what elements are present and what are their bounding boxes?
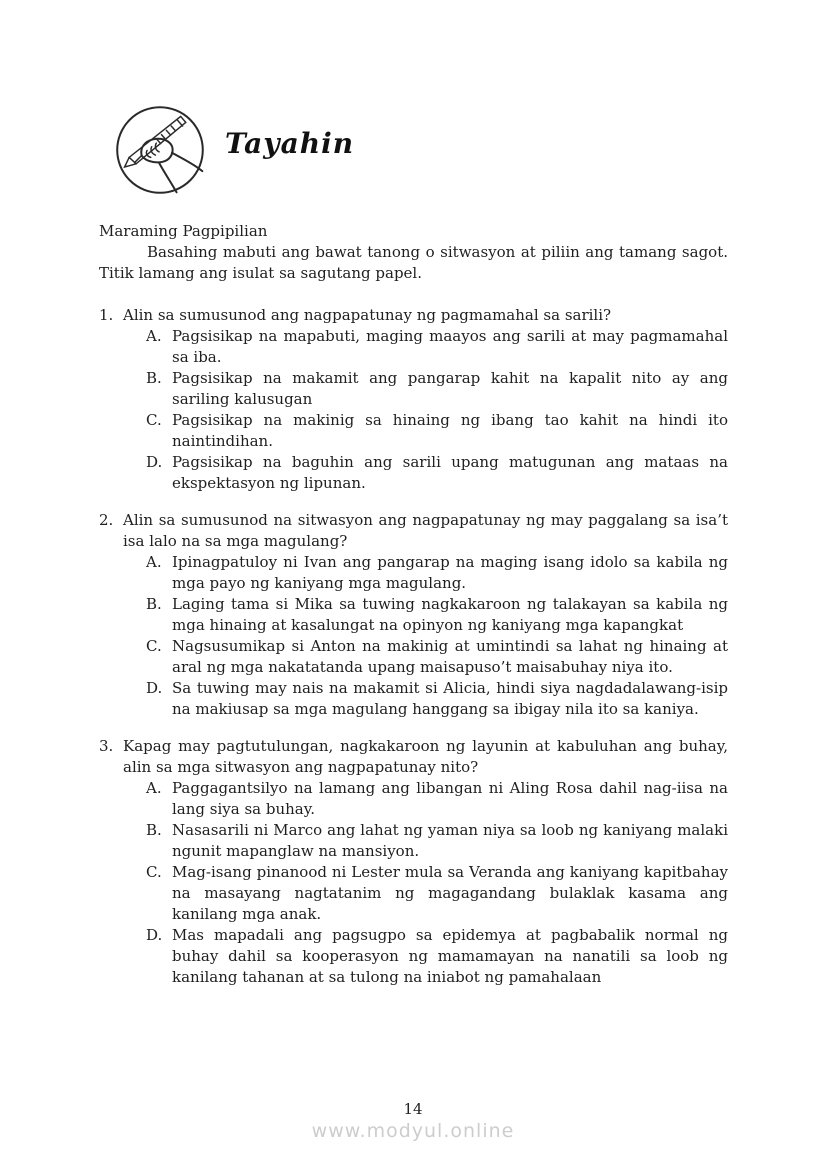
option-letter: A. — [146, 327, 162, 345]
option-letter: B. — [146, 369, 162, 387]
option-text: Pagsisikap na baguhin ang sarili upang matugunan ang mataas na ekspektasyon ng lipunan. — [172, 453, 728, 492]
option-3a — [146, 778, 728, 820]
question-number: 2. — [99, 511, 114, 529]
option-text: Pagsisikap na mapabuti, maging maayos ang sarili at may pagmamahal sa iba. — [172, 327, 728, 366]
option-letter: A. — [146, 779, 162, 797]
option-text: Ipinagpatuloy ni Ivan ang pangarap na maging isang idolo sa kabila ng mga payo ng kaniyang mga magulang. — [172, 553, 728, 592]
option-2b — [146, 594, 728, 636]
option-2a — [146, 552, 728, 594]
option-letter: C. — [146, 411, 162, 429]
option-text: Paggagantsilyo na lamang ang libangan ni Aling Rosa dahil nag-iisa na lang siya sa buhay. — [172, 779, 728, 818]
option-letter: D. — [146, 453, 163, 471]
option-text: Mag-isang pinanood ni Lester mula sa Veranda ang kaniyang kapitbahay na masayang nagtatanim ng magagandang bulaklak kasama ang kanilang mga anak. — [172, 863, 728, 923]
option-letter: C. — [146, 863, 162, 881]
question-2 — [99, 510, 728, 720]
option-1d — [146, 452, 728, 494]
watermark-url: www.modyul.online — [311, 1120, 515, 1142]
option-letter: C. — [146, 637, 162, 655]
question-text: Kapag may pagtutulungan, nagkakaroon ng layunin at kabuluhan ang buhay, alin sa mga sitwasyon ang nagpapatunay nito? — [123, 737, 728, 776]
question-text: Alin sa sumusunod ang nagpapatunay ng pagmamahal sa sarili? — [123, 306, 612, 324]
page-number: 14 — [403, 1100, 423, 1118]
option-letter: B. — [146, 595, 162, 613]
option-text: Laging tama si Mika sa tuwing nagkakaroon ng talakayan sa kabila ng mga hinaing at kasalungat na opinyon ng kaniyang mga kapangkat — [172, 595, 728, 634]
option-text: Nagsusumikap si Anton na makinig at umintindi sa lahat ng hinaing at aral ng mga nakatatanda upang maisapuso’t maisabuhay niya ito. — [172, 637, 728, 676]
option-text: Sa tuwing may nais na makamit si Alicia, hindi siya nagdadalawang-isip na makiusap sa mga magulang hanggang sa ibigay nila ito sa kaniya. — [172, 679, 728, 718]
question-list — [99, 305, 728, 988]
option-2d — [146, 678, 728, 720]
page-title: Tayahin — [225, 127, 355, 160]
directions-line-1: Basahing mabuti ang bawat tanong o sitwasyon at piliin ang tamang sagot. — [147, 243, 728, 261]
content-column — [99, 221, 728, 988]
directions-line-2: Titik lamang ang isulat sa sagutang papel. — [99, 264, 422, 282]
option-text: Pagsisikap na makinig sa hinaing ng ibang tao kahit na hindi ito naintindihan. — [172, 411, 728, 450]
option-letter: B. — [146, 821, 162, 839]
option-text: Nasasarili ni Marco ang lahat ng yaman niya sa loob ng kaniyang malaki ngunit mapanglaw na mansiyon. — [172, 821, 728, 860]
question-3 — [99, 736, 728, 988]
option-1c — [146, 410, 728, 452]
section-heading: Maraming Pagpipilian — [99, 222, 268, 240]
option-1a — [146, 326, 728, 368]
option-letter: D. — [146, 926, 163, 944]
question-number: 3. — [99, 737, 114, 755]
option-letter: D. — [146, 679, 163, 697]
option-letter: A. — [146, 553, 162, 571]
question-number: 1. — [99, 306, 114, 324]
hand-writing-icon — [114, 104, 206, 196]
option-3b — [146, 820, 728, 862]
option-3c — [146, 862, 728, 925]
option-1b — [146, 368, 728, 410]
option-text: Pagsisikap na makamit ang pangarap kahit na kapalit nito ay ang sariling kalusugan — [172, 369, 728, 408]
question-1 — [99, 305, 728, 494]
option-text: Mas mapadali ang pagsugpo sa epidemya at pagbabalik normal ng buhay dahil sa kooperasyon ng mamamayan na nanatili sa loob ng kanilang tahanan at sa tulong na iniabot ng pamahalaan — [172, 926, 728, 986]
option-2c — [146, 636, 728, 678]
option-3d — [146, 925, 728, 988]
question-text: Alin sa sumusunod na sitwasyon ang nagpapatunay ng may paggalang sa isa’t isa lalo na sa mga magulang? — [123, 511, 728, 550]
